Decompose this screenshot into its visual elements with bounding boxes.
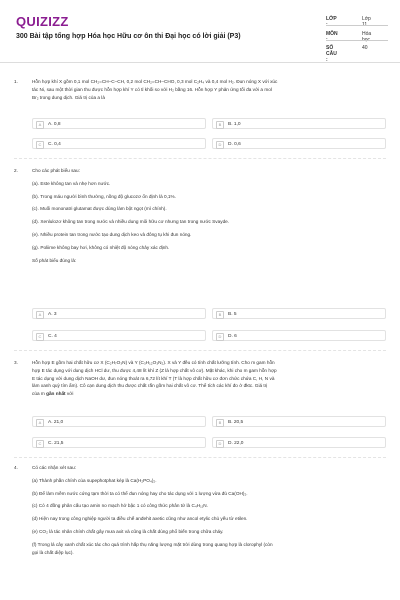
- option-text: B. 5: [228, 312, 237, 317]
- option-text: D. 0,6: [228, 142, 241, 147]
- option-letter: A: [36, 121, 44, 129]
- statement: (a). Este không tan và nhẹ hơn nước.: [32, 180, 111, 186]
- option-c[interactable]: [32, 330, 206, 341]
- option-letter: A: [36, 419, 44, 427]
- statement: (d). Xenlulozơ không tan trong nước và nhiều dung môi hữu cơ nhưng tan trong nước Svayde.: [32, 219, 230, 225]
- option-text: C. 21,5: [48, 441, 64, 446]
- option-a[interactable]: [32, 308, 206, 319]
- question-line: hợp E tác dụng với dung dịch HCl dư, thu được 4,48 lít khí Z (Z là hợp chất vô cơ). Mặt khác, khi cho m gam hỗn hợp: [32, 367, 277, 373]
- option-d[interactable]: [212, 330, 386, 341]
- question-line: làm xanh quỳ tím ẩm). Cô cạn dung dịch thu được chất rắn gồm hai chất vô cơ. Thể tích các khí đo ở đktc. Giá trị: [32, 383, 268, 389]
- question-divider: [14, 158, 386, 159]
- option-d[interactable]: [212, 138, 386, 149]
- option-text: A. 3: [48, 312, 57, 317]
- option-text: B. 1,0: [228, 122, 241, 127]
- statement: gọi là chất diệp lục).: [32, 549, 74, 555]
- question-number: 4.: [14, 465, 18, 470]
- option-letter: B: [216, 419, 224, 427]
- meta-value: Hóa học: [362, 31, 372, 43]
- option-b[interactable]: [212, 416, 386, 427]
- option-c[interactable]: [32, 437, 206, 448]
- header-divider: [0, 62, 400, 63]
- page-header: [0, 0, 400, 63]
- option-b[interactable]: [212, 118, 386, 129]
- option-d[interactable]: [212, 437, 386, 448]
- statement: (e) CO₂ là tác nhân chính chất gây mưa axit và cũng là chất dùng phổ biến trong chữa cháy.: [32, 528, 224, 534]
- option-letter: D: [216, 333, 224, 341]
- question-intro: Cho các phát biểu sau:: [32, 168, 80, 173]
- meta-label: MÔN :: [326, 31, 338, 43]
- question-text: [32, 359, 384, 398]
- option-text: C. 4: [48, 334, 57, 339]
- statement: (a) Thành phần chính của supephotphat kép là Ca(H₂PO₄)₂.: [32, 477, 157, 483]
- question-divider: [14, 457, 386, 458]
- option-a[interactable]: [32, 118, 206, 129]
- question-line: Br₂ trong dung dịch. Giá trị của a là: [32, 94, 105, 100]
- question-text: [32, 78, 384, 101]
- question-line: E tác dụng với dung dịch NaOH dư, đun nóng thoát ra 6,72 lít khí T (T là hợp chất hữu cơ đơn chức chứa C, H, N và: [32, 375, 275, 381]
- question-number: 3.: [14, 360, 18, 365]
- statement: (c) Có 4 đồng phân cấu tạo amin no mạch hở bậc 1 có công thức phân tử là C₄H₁₁N.: [32, 503, 208, 509]
- option-text: B. 20,5: [228, 420, 244, 425]
- meta-value: 40: [362, 45, 368, 51]
- question-divider: [14, 350, 386, 351]
- option-letter: C: [36, 333, 44, 341]
- statement: (d) Hiện nay trong công nghiệp người ta điều chế anđehit axetic cũng như ancol etylic chủ yếu từ etilen.: [32, 516, 248, 522]
- option-letter: D: [216, 141, 224, 149]
- question-emphasis: gần nhất: [46, 391, 66, 397]
- question-text: [32, 167, 384, 264]
- question-line: Hỗn hợp khí X gồm 0,1 mol CH₂=CH–C–CH, 0,2 mol CH₂=CH–CHO, 0,3 mol C₂H₄ và 0,4 mol H₂. Đun nóng X với xúc: [32, 79, 278, 84]
- question-line: [32, 390, 384, 398]
- option-text: D. 6: [228, 334, 237, 339]
- statement: (f) Trong lá cây xanh chất xúc tác cho quá trình hấp thụ năng lượng mặt trời dùng trong quang hợp là clorophyl (còn: [32, 541, 273, 547]
- option-c[interactable]: [32, 138, 206, 149]
- statement: (b) Để làm mềm nước cứng tạm thời ta có thể đun nóng hay cho tác dụng với 1 lượng vừa đủ Ca(OH)₂.: [32, 490, 248, 496]
- option-letter: C: [36, 440, 44, 448]
- option-text: A. 21,0: [48, 420, 64, 425]
- question-text: [32, 464, 384, 556]
- option-letter: A: [36, 311, 44, 319]
- question-text-part: với: [65, 391, 74, 397]
- question-number: 2.: [14, 168, 18, 173]
- option-letter: B: [216, 121, 224, 129]
- question-text-part: của m: [32, 391, 47, 397]
- statement: (e). Nhiều protein tan trong nước tạo dung dịch keo và đông tụ khi đun nóng.: [32, 231, 192, 237]
- statement: (g). Poliime không bay hơi, không có nhiệt độ nóng chảy xác định.: [32, 244, 170, 250]
- question-line: tác Ni, sau một thời gian thu được hỗn hợp khí Y có tỉ khối so với H₂ bằng 16. Hỗn hợp Y phản ứng tối đa với a mol: [32, 86, 272, 92]
- option-letter: B: [216, 311, 224, 319]
- option-text: C. 0,4: [48, 142, 61, 147]
- option-text: A. 0,8: [48, 122, 61, 127]
- statement: (c). Muối mononatri glutamat được dùng làm bột ngọt (mì chính).: [32, 206, 167, 212]
- option-b[interactable]: [212, 308, 386, 319]
- meta-label: SỐ CÂU :: [326, 45, 337, 63]
- option-a[interactable]: [32, 416, 206, 427]
- question-line: Hỗn hợp E gồm hai chất hữu cơ X (C₂H₇O₃N) và Y (C₃H₁₂O₃N₂). X và Y đều có tính chất lưỡng tính. Cho m gam hỗn: [32, 360, 275, 365]
- question-number: 1.: [14, 79, 18, 84]
- meta-label: LỚP :: [326, 16, 337, 28]
- statement: (b). Trong máu người bình thường, nồng độ glucozơ ổn định là 0,1%.: [32, 193, 176, 199]
- option-text: D. 22,0: [228, 441, 244, 446]
- question-intro: Có các nhận xét sau:: [32, 465, 77, 470]
- option-letter: C: [36, 141, 44, 149]
- meta-value: Lớp 11: [362, 16, 371, 28]
- page-title: 300 Bài tập tổng hợp Hóa học Hữu cơ ôn thi Đại học có lời giải (P3): [16, 33, 241, 40]
- option-letter: D: [216, 440, 224, 448]
- quizizz-logo: QUIZIZZ: [16, 14, 69, 29]
- question-ask: Số phát biểu đúng là:: [32, 257, 77, 263]
